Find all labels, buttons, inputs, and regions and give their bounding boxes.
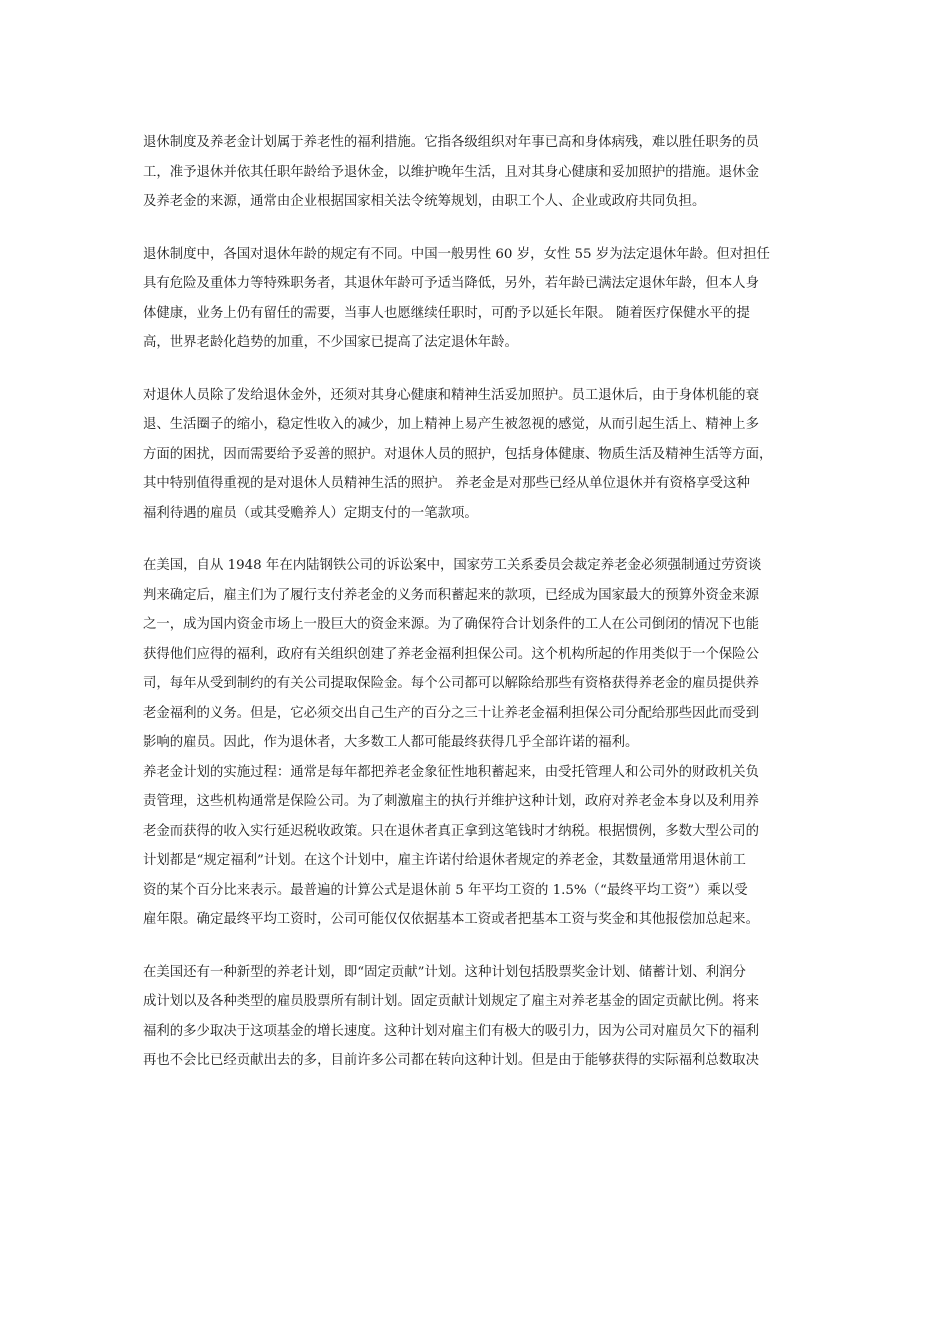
text-line: 之一，成为国内资金市场上一股巨大的资金来源。为了确保符合计划条件的工人在公司倒闭的情况下也能 [143, 617, 759, 632]
paragraph-retirement-definition [143, 128, 807, 217]
text-line: 福利待遇的雇员（或其受赡养人）定期支付的一笔款项。 [143, 505, 478, 521]
text-line: 雇年限。确定最终平均工资时，公司可能仅仅依据基本工资或者把基本工资与奖金和其他报偿加总起来。 [143, 912, 759, 927]
document-body [143, 128, 807, 1076]
text-line: 方面的困扰，因而需要给予妥善的照护。对退休人员的照护，包括身体健康、物质生活及精神生活等方面， [143, 446, 773, 462]
text-line: 司，每年从受到制约的有关公司提取保险金。每个公司都可以解除给那些有资格获得养老金的雇员提供养 [143, 676, 759, 691]
text-line: 计划都是“规定福利”计划。在这个计划中，雇主许诺付给退休者规定的养老金，其数量通常用退休前工 [143, 853, 746, 868]
text-line: 具有危险及重体力等特殊职务者，其退休年龄可予适当降低，另外，若年龄已满法定退休年龄，但本人身 [143, 276, 759, 291]
text-line: 退休制度及养老金计划属于养老性的福利措施。它指各级组织对年事已高和身体病残，难以胜任职务的员 [143, 135, 759, 150]
paragraph-defined-contribution [143, 958, 807, 1076]
text-line: 体健康，业务上仍有留任的需要，当事人也愿继续任职时，可酌予以延长年限。 随着医疗保健水平的提 [143, 305, 750, 321]
text-line: 影响的雇员。因此，作为退休者，大多数工人都可能最终获得几乎全部许诺的福利。 [143, 735, 639, 750]
text-line: 获得他们应得的福利，政府有关组织创建了养老金福利担保公司。这个机构所起的作用类似于一个保险公 [143, 646, 759, 662]
text-line: 老金福利的义务。但是，它必须交出自己生产的百分之三十让养老金福利担保公司分配给那些因此而受到 [143, 705, 759, 721]
text-line: 工，准予退休并依其任职年龄给予退休金，以维护晚年生活，且对其身心健康和妥加照护的措施。退休金 [143, 164, 759, 180]
text-line: 福利的多少取决于这项基金的增长速度。这种计划对雇主们有极大的吸引力，因为公司对雇员欠下的福利 [143, 1023, 759, 1039]
text-line: 再也不会比已经贡献出去的多，目前许多公司都在转向这种计划。但是由于能够获得的实际福利总数取决 [143, 1053, 759, 1068]
text-line: 老金而获得的收入实行延迟税收政策。只在退休者真正拿到这笔钱时才纳税。根据惯例，多数大型公司的 [143, 823, 759, 839]
text-line: 退、生活圈子的缩小，稳定性收入的减少，加上精神上易产生被忽视的感觉，从而引起生活上、精神上多 [143, 417, 759, 432]
text-line: 及养老金的来源，通常由企业根据国家相关法令统筹规划，由职工个人、企业或政府共同负担。 [143, 194, 706, 209]
paragraph-retiree-care [143, 381, 807, 529]
paragraph-spacer [143, 217, 807, 240]
text-line: 其中特别值得重视的是对退休人员精神生活的照护。 养老金是对那些已经从单位退休并有资格享受这种 [143, 476, 750, 491]
text-line: 在美国，自从 1948 年在内陆钢铁公司的诉讼案中，国家劳工关系委员会裁定养老金必须强制通过劳资谈 [143, 558, 762, 573]
text-line: 退休制度中，各国对退休年龄的规定有不同。中国一般男性 60 岁，女性 55 岁为法定退休年龄。但对担任 [143, 246, 770, 262]
paragraph-pension-implementation [143, 758, 807, 935]
text-line: 在美国还有一种新型的养老计划，即“固定贡献”计划。这种计划包括股票奖金计划、储蓄计划、利润分 [143, 964, 746, 980]
text-line: 养老金计划的实施过程：通常是每年都把养老金象征性地积蓄起来，由受托管理人和公司外的财政机关负 [143, 764, 759, 780]
paragraph-retirement-age [143, 240, 807, 358]
paragraph-spacer [143, 935, 807, 958]
paragraph-spacer [143, 358, 807, 381]
text-line: 资的某个百分比来表示。最普遍的计算公式是退休前 5 年平均工资的 1.5%（“最终平均工资”）乘以受 [143, 882, 748, 898]
text-line: 判来确定后，雇主们为了履行支付养老金的义务而积蓄起来的款项，已经成为国家最大的预算外资金来源 [143, 587, 759, 603]
text-line: 对退休人员除了发给退休金外，还须对其身心健康和精神生活妥加照护。员工退休后，由于身体机能的衰 [143, 387, 759, 403]
paragraph-spacer [143, 528, 807, 551]
text-line: 责管理，这些机构通常是保险公司。为了刺激雇主的执行并维护这种计划，政府对养老金本身以及利用养 [143, 794, 759, 809]
text-line: 成计划以及各种类型的雇员股票所有制计划。固定贡献计划规定了雇主对养老基金的固定贡献比例。将来 [143, 994, 759, 1009]
paragraph-us-pension-history [143, 551, 807, 758]
text-line: 高，世界老龄化趋势的加重，不少国家已提高了法定退休年龄。 [143, 335, 518, 350]
